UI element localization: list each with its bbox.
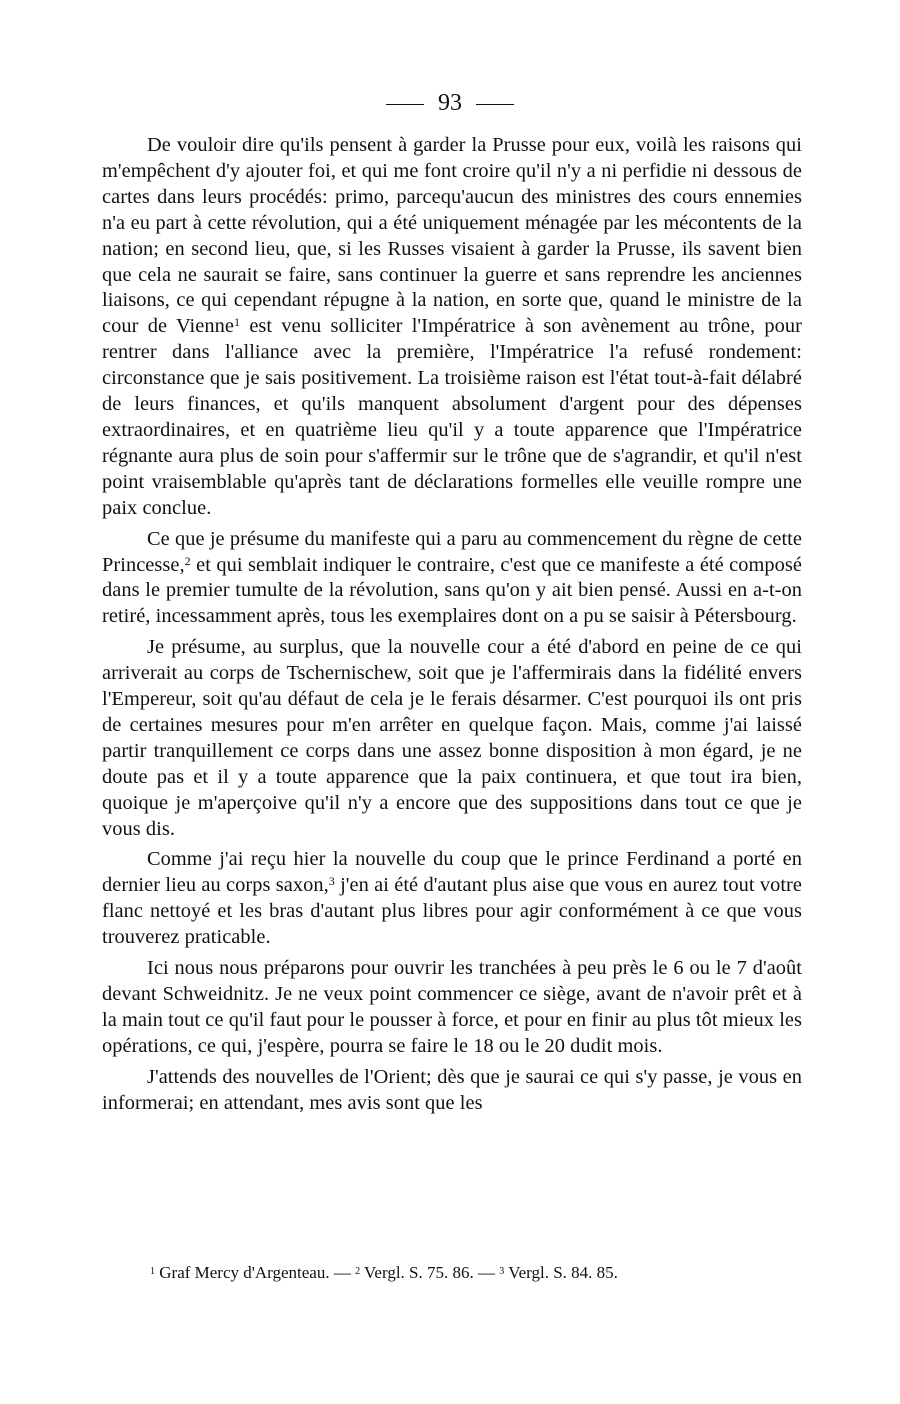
footnote-ref-2: 2 <box>184 553 191 568</box>
footnote-ref-1: 1 <box>233 315 241 330</box>
footnote-1-number: 1 <box>150 1266 155 1277</box>
footnotes <box>150 1262 800 1284</box>
header-dash-left <box>386 104 424 105</box>
paragraph-1-text-b: est venu solliciter l'Impératrice à son avènement au trône, pour rentrer dans l'alliance avec la première, l'Impératrice l'a refusé rondement: circonstance que je sais positivement. La troisième raison est l'état tout-à-fait délabré de leurs finances, et qu'ils manquent absolument d'argent pour des dépenses extraordinaires, et en quatrième lieu qu'il y a toute apparence que l'Impératrice régnante aura plus de soin pour s'affermir sur le trône que de s'agrandir, et qu'il n'est point vraisemblable qu'après tant de déclarations formelles elle veuille rompre une paix conclue. <box>102 315 802 519</box>
paragraph-2-text-a: Ce que je présume du manifeste qui a paru au commencement du règne de cette Princesse, <box>102 527 802 576</box>
paragraph-4-text-a: Comme j'ai reçu hier la nouvelle du coup que le prince Ferdinand a porté en dernier lieu au corps saxon, <box>102 848 802 897</box>
paragraph-5-text: Ici nous nous préparons pour ouvrir les tranchées à peu près le 6 ou le 7 d'août devant Schweidnitz. Je ne veux point commencer ce siège, avant de n'avoir prêt et à la main tout ce qu'il faut pour le pousser à force, et pour en finir au plus tôt mieux les opérations, ce qui, j'espère, pourra se faire le 18 ou le 20 dudit mois. <box>102 957 802 1057</box>
body-text <box>102 133 802 1117</box>
paragraph-4-text-b: j'en ai été d'autant plus aise que vous en aurez tout votre flanc nettoyé et les bras d'autant plus libres pour agir conformément à ce que vous trouverez praticable. <box>102 874 802 949</box>
footnote-3-text: Vergl. S. 84. 85. <box>504 1263 618 1282</box>
header-dash-right <box>476 104 514 105</box>
paragraph-3-text: Je présume, au surplus, que la nouvelle cour a été d'abord en peine de ce qui arriverait au corps de Tschernischew, soit que je l'affermirais dans la fidélité envers l'Empereur, soit qu'au défaut de cela je le ferais désarmer. C'est pourquoi ils ont pris de certaines mesures pour m'en arrêter en quelque façon. Mais, comme j'ai laissé partir tranquillement ce corps dans une assez bonne disposition à mon égard, je ne doute pas et il y a toute apparence que la paix continuera, et que tout ira bien, quoique je m'aperçoive qu'il n'y a encore que des suppositions dans tout ce que je vous dis. <box>102 636 802 840</box>
footnote-3-number: 3 <box>499 1266 505 1277</box>
footnote-1-text: Graf Mercy d'Argenteau. — <box>155 1263 356 1282</box>
footnote-2-number: 2 <box>355 1266 361 1277</box>
paragraph-1-text-a: De vouloir dire qu'ils pensent à garder la Prusse pour eux, voilà les raisons qui m'empêchent d'y ajouter foi, et qui me font croire qu'il n'y a ni perfidie ni dessous de cartes dans leurs procédés: primo, parcequ'aucun des ministres des cours ennemies n'a eu part à cette révolution, qui a été uniquement ménagée par les mécontents de la nation; en second lieu, que, si les Russes visaient à garder la Prusse, ils savent bien que cela ne saurait se faire, sans continuer la guerre et sans reprendre les anciennes liaisons, ce qui cependant répugne à la nation, en sorte que, quand le ministre de la cour de Vienne <box>102 134 802 338</box>
paragraph-6-text: J'attends des nouvelles de l'Orient; dès que je saurai ce qui s'y passe, je vous en informerai; en attendant, mes avis sont que les <box>102 1065 802 1114</box>
paragraph-1 <box>102 133 802 522</box>
footnote-2-text: Vergl. S. 75. 86. — <box>360 1263 500 1282</box>
paragraph-2 <box>102 527 802 631</box>
paragraph-5 <box>102 956 802 1060</box>
page-number: 93 <box>438 90 462 116</box>
page-header <box>0 88 900 118</box>
paragraph-6 <box>102 1065 802 1117</box>
footnote-ref-3: 3 <box>328 874 335 889</box>
paragraph-3 <box>102 635 802 842</box>
paragraph-4 <box>102 847 802 951</box>
paragraph-2-text-b: et qui semblait indiquer le contraire, c'est que ce manifeste a été composé dans le premier tumulte de la révolution, sans qu'on y ait bien pensé. Aussi en a-t-on retiré, incessamment après, tous les exemplaires dont on a pu se saisir à Pétersbourg. <box>102 553 802 628</box>
